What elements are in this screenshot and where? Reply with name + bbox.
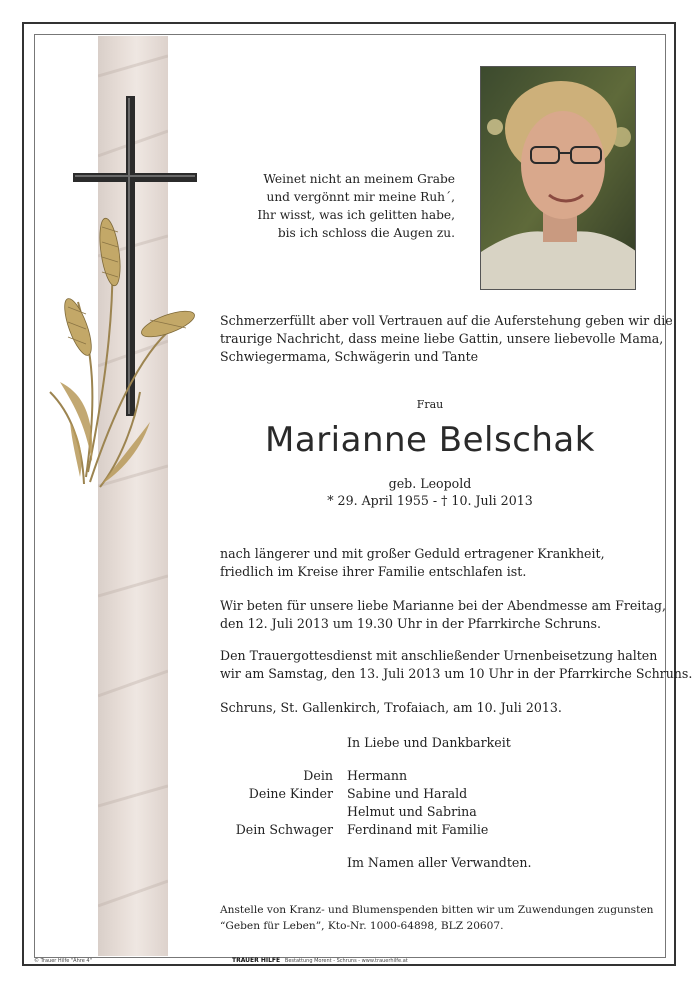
gratitude-line: In Liebe und Dankbarkeit [347, 735, 511, 750]
verse-line: Ihr wisst, was ich gelitten habe, [257, 208, 455, 222]
verse-block [250, 170, 455, 242]
donation-note [220, 902, 653, 934]
paragraph-line: Wir beten für unsere liebe Marianne bei der Abendmesse am Freitag, [220, 598, 666, 613]
mourner-relation: Dein Schwager [235, 822, 333, 837]
salutation: Frau [416, 398, 444, 411]
mourner-relation: Dein [303, 768, 333, 783]
mourner-relation: Deine Kinder [248, 786, 333, 801]
cross-with-wheat-icon [40, 92, 210, 512]
paragraph-line: den 12. Juli 2013 um 19.30 Uhr in der Pfarrkirche Schruns. [220, 616, 601, 631]
paragraph-line: friedlich im Kreise ihrer Familie entschlafen ist. [220, 564, 527, 579]
intro-line: traurige Nachricht, dass meine liebe Gattin, unsere liebevolle Mama, [220, 331, 664, 346]
donation-line: Anstelle von Kranz- und Blumenspenden bitten wir um Zuwendungen zugunsten [220, 904, 654, 916]
intro-line: Schwiegermama, Schwägerin und Tante [220, 349, 479, 364]
company-info: Bestattung Morent - Schruns - www.trauerhilfe.at [284, 958, 408, 964]
mourner-names: Helmut und Sabrina [347, 804, 477, 819]
paragraph-line: Schruns, St. Gallenkirch, Trofaiach, am 10. Juli 2013. [220, 700, 562, 715]
footer-credit [232, 957, 408, 964]
relatives-line: Im Namen aller Verwandten. [347, 855, 532, 870]
verse-line: Weinet nicht an meinem Grabe [263, 172, 455, 186]
funeral-paragraph [220, 647, 692, 683]
paragraph-line: Den Trauergottesdienst mit anschließender Urnenbeisetzung halten [220, 648, 658, 663]
donation-line: “Geben für Leben”, Kto-Nr. 1000-64898, BLZ 20607. [220, 920, 504, 932]
verse-line: und vergönnt mir meine Ruh´, [266, 190, 455, 204]
portrait-photo [480, 66, 636, 290]
intro-line: Schmerzerfüllt aber voll Vertrauen auf die Auferstehung geben wir die [220, 313, 673, 328]
mourner-names: Hermann [347, 768, 408, 783]
place-date-line [220, 699, 562, 717]
death-paragraph [220, 545, 605, 581]
copyright-note: © Trauer Hilfe "Ähre 4" [34, 958, 92, 964]
mass-paragraph [220, 597, 666, 633]
mourner-names: Sabine und Harald [347, 786, 468, 801]
paragraph-line: nach längerer und mit großer Geduld ertragener Krankheit, [220, 546, 605, 561]
deceased-name: Marianne Belschak [265, 420, 595, 460]
life-dates: * 29. April 1955 - † 10. Juli 2013 [327, 493, 533, 508]
mourner-names: Ferdinand mit Familie [347, 822, 489, 837]
intro-paragraph [220, 312, 673, 366]
brand-logo: TRAUER HILFE [232, 957, 281, 964]
maiden-name: geb. Leopold [388, 476, 472, 491]
verse-line: bis ich schloss die Augen zu. [277, 226, 455, 240]
paragraph-line: wir am Samstag, den 13. Juli 2013 um 10 Uhr in der Pfarrkirche Schruns. [220, 666, 693, 681]
